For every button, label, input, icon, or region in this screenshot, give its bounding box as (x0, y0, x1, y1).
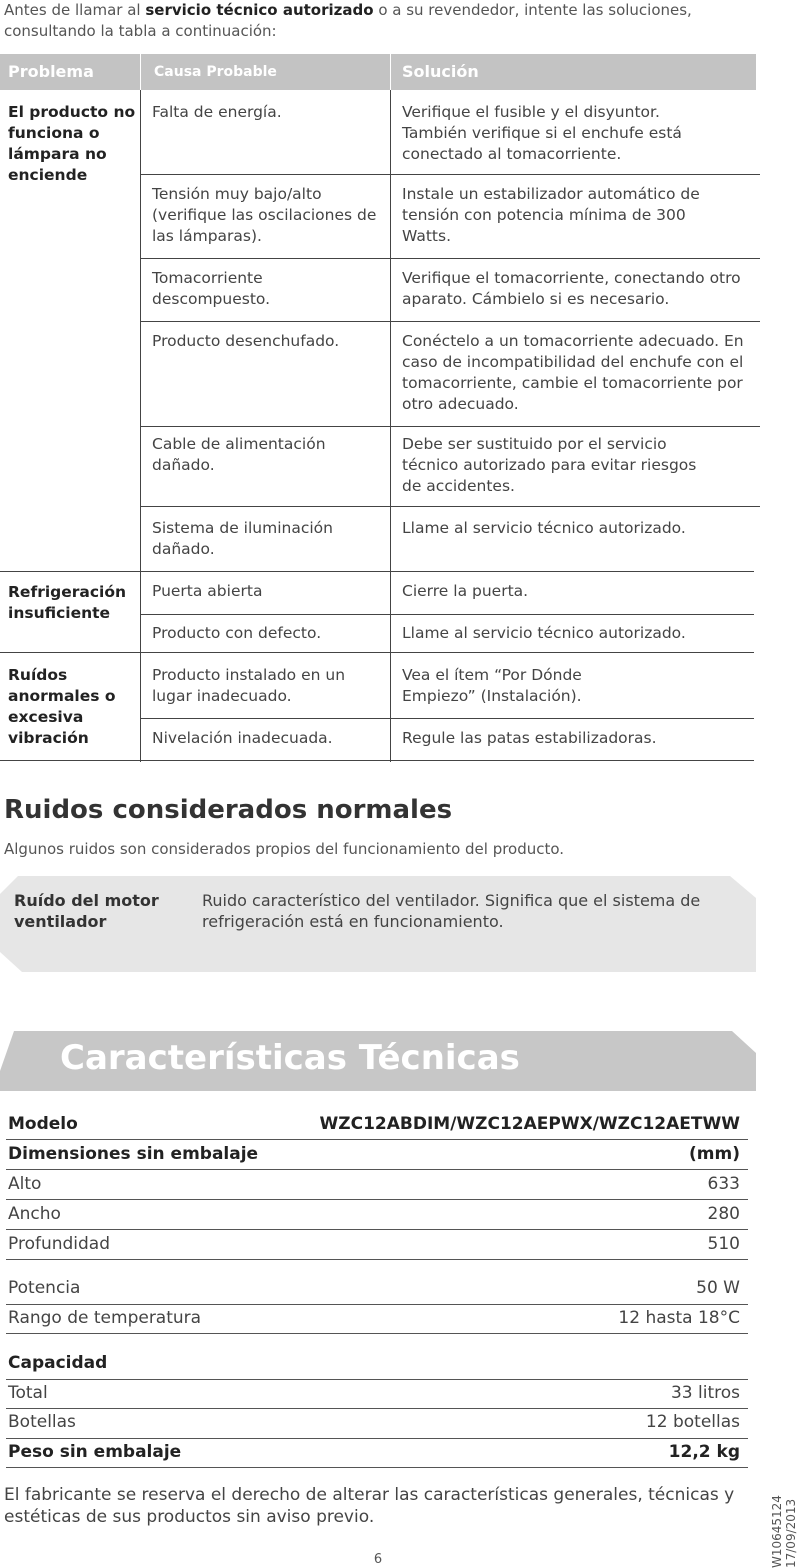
document-code: W10645124 17/09/2013 (770, 1495, 798, 1568)
cause-cell: Producto instalado en un lugar inadecuado. (152, 666, 346, 705)
cause-cell: Tomacorriente descompuesto. (152, 269, 271, 308)
intro-text-end: o a su revendedor, intente las soluciones, consultando la tabla a continuación: (4, 1, 692, 40)
solution-cell: Instale un estabilizador automático de tensión con potencia mínima de 300 Watts. (402, 185, 700, 245)
intro-text: Antes de llamar al (4, 1, 146, 19)
spec-row-model: Modelo WZC12ABDIM/WZC12AEPWX/WZC12AETWW (8, 1114, 740, 1134)
specs-title: Características Técnicas (60, 1038, 520, 1078)
header-cause: Causa Probable (154, 64, 277, 80)
solution-cell: Conéctelo a un tomacorriente adecuado. En caso de incompatibilidad del enchufe con el tomacorriente, cambie el tomacorriente por otro adecuado. (402, 332, 744, 413)
solution-cell: Debe ser sustituido por el servicio técnico autorizado para evitar riesgos de accidentes. (402, 435, 697, 495)
footer-disclaimer: El fabricante se reserva el derecho de alterar las características generales, técnicas y estéticas de sus productos sin aviso previo. (4, 1485, 735, 1527)
solution-cell: Regule las patas estabilizadoras. (402, 729, 657, 747)
solution-cell: Llame al servicio técnico autorizado. (402, 519, 686, 537)
spec-row-prof: Profundidad 510 (8, 1234, 740, 1254)
cause-cell: Producto desenchufado. (152, 332, 340, 350)
spec-row-ancho: Ancho 280 (8, 1204, 740, 1224)
solution-cell: Verifique el tomacorriente, conectando otro aparato. Cámbielo si es necesario. (402, 269, 741, 308)
problem-ruidos: Ruídos anormales o excesiva vibración (8, 666, 116, 747)
spec-row-dims: Dimensiones sin embalaje (mm) (8, 1144, 740, 1164)
intro-bold: servicio técnico autorizado (145, 1, 374, 19)
spec-row-total: Total 33 litros (8, 1383, 740, 1403)
normal-noise-title: Ruidos considerados normales (4, 795, 453, 825)
cause-cell: Nivelación inadecuada. (152, 729, 333, 747)
normal-noise-subtitle: Algunos ruidos son considerados propios del funcionamiento del producto. (4, 840, 565, 858)
solution-cell: Vea el ítem “Por Dónde Empiezo” (Instalación). (402, 666, 582, 705)
solution-cell: Cierre la puerta. (402, 582, 529, 600)
cause-cell: Producto con defecto. (152, 624, 322, 642)
page-number: 6 (373, 1552, 383, 1567)
cause-cell: Tensión muy bajo/alto (verifique las oscilaciones de las lámparas). (152, 185, 377, 245)
normal-noise-text: Ruido característico del ventilador. Significa que el sistema de refrigeración está en funcionamiento. (202, 891, 701, 931)
header-solution: Solución (402, 62, 479, 81)
spec-row-peso: Peso sin embalaje 12,2 kg (8, 1442, 740, 1462)
cause-cell: Falta de energía. (152, 103, 282, 121)
spec-row-alto: Alto 633 (8, 1174, 740, 1194)
cause-cell: Sistema de iluminación dañado. (152, 519, 333, 558)
intro-paragraph (4, 0, 764, 42)
header-problem: Problema (8, 62, 94, 81)
cause-cell: Puerta abierta (152, 582, 263, 600)
spec-row-potencia: Potencia 50 W (8, 1278, 740, 1298)
spec-row-botellas: Botellas 12 botellas (8, 1412, 740, 1432)
solution-cell: Verifique el fusible y el disyuntor. También verifique si el enchufe está conectado al tomacorriente. (402, 103, 682, 163)
problem-no-funciona: El producto no funciona o lámpara no enciende (8, 103, 136, 184)
spec-row-capacidad: Capacidad (8, 1353, 108, 1373)
cause-cell: Cable de alimentación dañado. (152, 435, 326, 474)
normal-noise-label: Ruído del motor ventilador (14, 891, 159, 931)
spec-row-temp: Rango de temperatura 12 hasta 18°C (8, 1308, 740, 1328)
solution-cell: Llame al servicio técnico autorizado. (402, 624, 686, 642)
table-header (0, 54, 756, 90)
problem-refrigeracion: Refrigeración insuficiente (8, 583, 127, 622)
